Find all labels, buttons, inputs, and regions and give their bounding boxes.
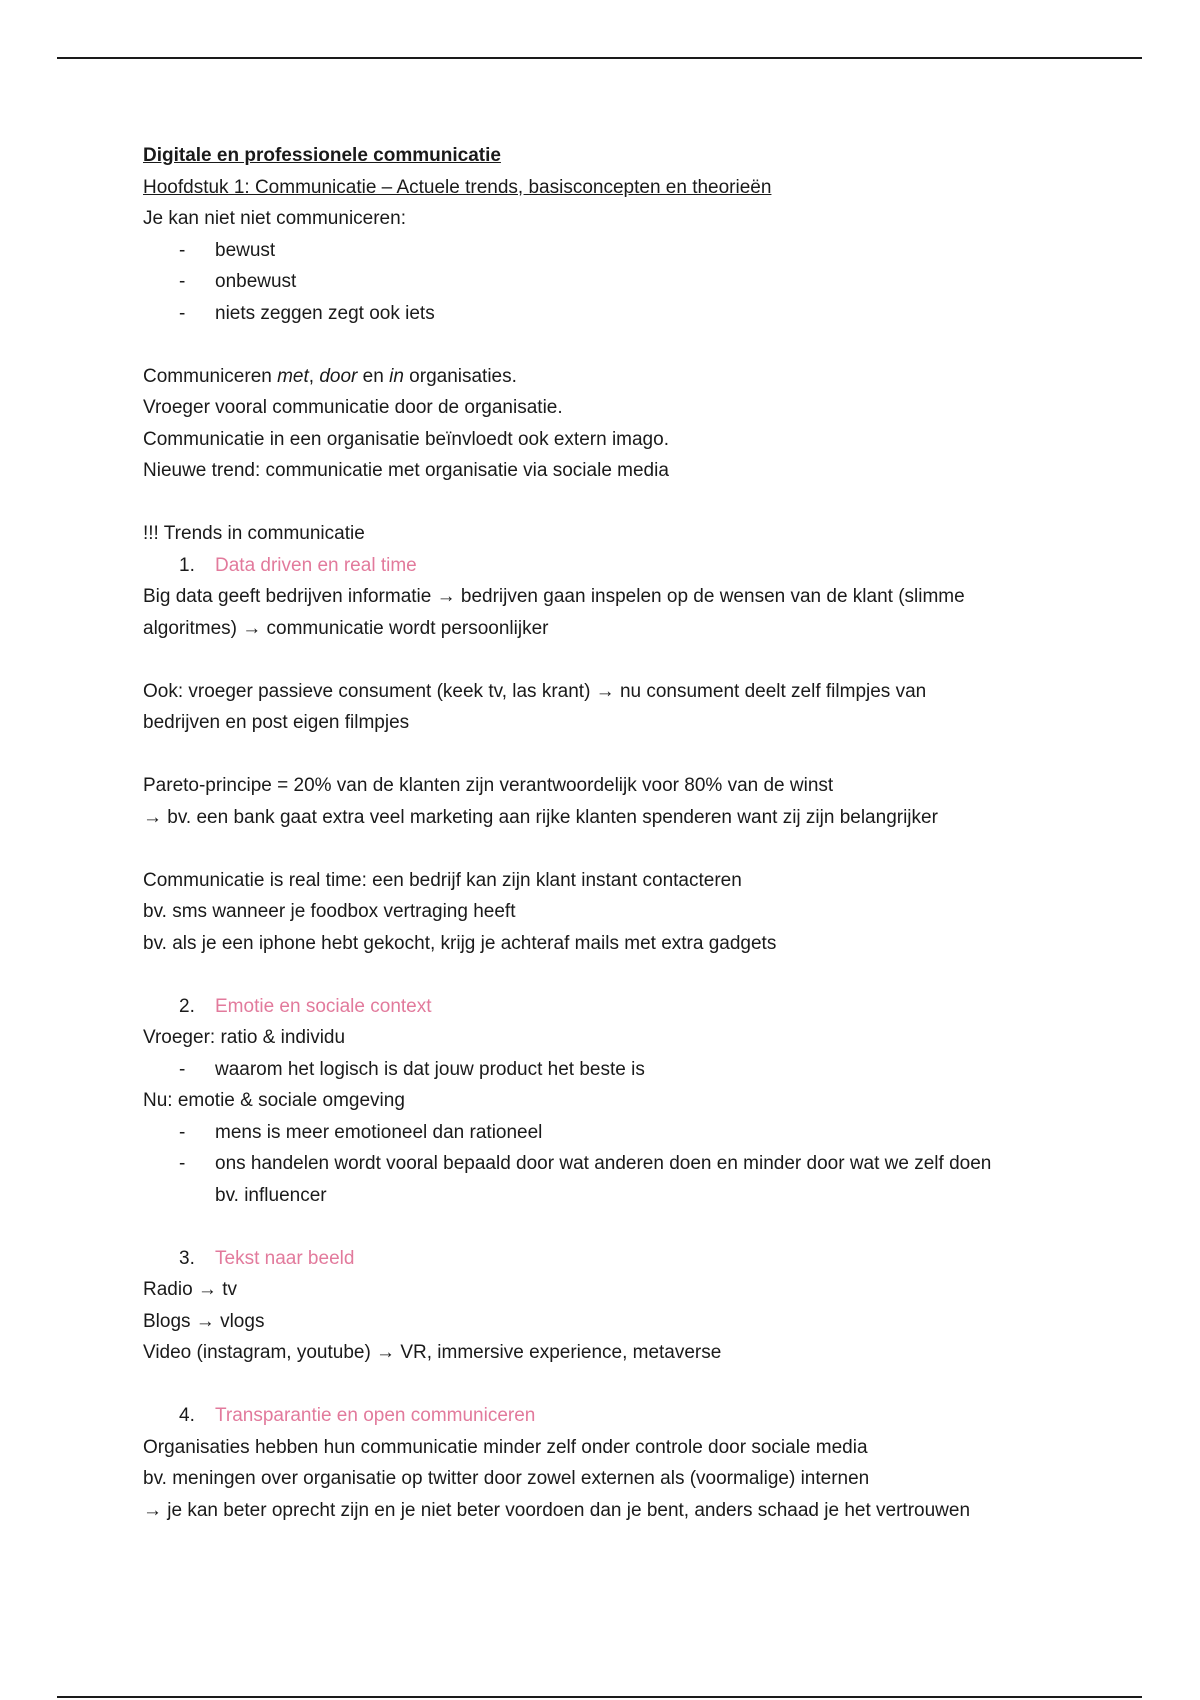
paragraph: Pareto-principe = 20% van de klanten zijn verantwoordelijk voor 80% van de winst	[143, 775, 834, 796]
trend-title: Tekst naar beeld	[215, 1247, 355, 1269]
spacer	[143, 1211, 1143, 1243]
text-run: en	[357, 365, 390, 387]
list-item-text: mens is meer emotioneel dan rationeel	[215, 1121, 543, 1143]
list-item-text: ons handelen wordt vooral bepaald door wat anderen doen en minder door wat we zelf doen	[215, 1153, 992, 1174]
text-run: organisaties.	[403, 365, 517, 387]
paragraph: → je kan beter oprecht zijn en je niet beter voordoen dan je bent, anders schaad je het vertrouwen	[143, 1499, 971, 1521]
paragraph: bv. als je een iphone hebt gekocht, krijg je achteraf mails met extra gadgets	[143, 932, 777, 954]
trend-number: 2.	[179, 995, 195, 1017]
bullet-dash: -	[179, 1121, 186, 1143]
paragraph: bedrijven en post eigen filmpjes	[143, 712, 410, 733]
text-run-italic: in	[389, 365, 404, 387]
spacer	[143, 487, 1143, 519]
paragraph: Vroeger: ratio & individu	[143, 1027, 346, 1048]
paragraph: Communicatie in een organisatie beïnvloedt ook extern imago.	[143, 428, 669, 450]
spacer	[143, 739, 1143, 771]
spacer	[143, 1369, 1143, 1401]
list-item-text: bewust	[215, 239, 276, 261]
paragraph: Big data geeft bedrijven informatie → bedrijven gaan inspelen op de wensen van de klant (slimme	[143, 586, 965, 607]
list-item-text: waarom het logisch is dat jouw product het beste is	[215, 1058, 645, 1080]
spacer	[143, 959, 1143, 991]
trend-heading-2	[143, 991, 1143, 1023]
header-rule	[57, 57, 1142, 59]
paragraph	[143, 361, 1143, 393]
paragraph: Radio → tv	[143, 1279, 237, 1300]
list-item-text: niets zeggen zegt ook iets	[215, 302, 435, 324]
text-run-italic: door	[319, 365, 358, 387]
text-run: Communiceren	[143, 365, 278, 387]
list-item	[143, 1117, 1143, 1149]
text-run: ,	[308, 365, 320, 387]
paragraph: Organisaties hebben hun communicatie minder zelf onder controle door sociale media	[143, 1436, 868, 1458]
paragraph: Video (instagram, youtube) → VR, immersive experience, metaverse	[143, 1342, 722, 1363]
list-item-text: onbewust	[215, 271, 297, 292]
trend-number: 1.	[179, 554, 195, 576]
spacer	[143, 833, 1143, 865]
chapter-heading: Hoofdstuk 1: Communicatie – Actuele trends, basisconcepten en theorieën	[143, 176, 772, 198]
paragraph: Vroeger vooral communicatie door de organisatie.	[143, 397, 563, 418]
document-body	[143, 140, 1143, 1526]
trend-heading-3	[143, 1243, 1143, 1275]
list-item	[143, 1054, 1143, 1086]
trend-number: 4.	[179, 1405, 195, 1426]
bullet-dash: -	[179, 1058, 186, 1080]
trend-title: Transparantie en open communiceren	[215, 1405, 536, 1426]
paragraph: Communicatie is real time: een bedrijf kan zijn klant instant contacteren	[143, 869, 742, 891]
spacer	[143, 644, 1143, 676]
list-item	[143, 266, 1143, 298]
list-item-continuation: bv. influencer	[215, 1184, 327, 1206]
bullet-dash: -	[179, 239, 186, 261]
text-run-italic: met	[277, 365, 309, 387]
trend-number: 3.	[179, 1247, 195, 1269]
section-heading: !!! Trends in communicatie	[143, 523, 365, 544]
paragraph: Je kan niet niet communiceren:	[143, 208, 406, 229]
paragraph: Ook: vroeger passieve consument (keek tv, las krant) → nu consument deelt zelf filmpjes van	[143, 680, 927, 702]
trend-title: Data driven en real time	[215, 554, 417, 576]
paragraph: Blogs → vlogs	[143, 1310, 265, 1332]
footer-rule	[57, 1696, 1142, 1698]
paragraph: → bv. een bank gaat extra veel marketing aan rijke klanten spenderen want zij zijn belangrijker	[143, 806, 938, 828]
paragraph: bv. meningen over organisatie op twitter door zowel externen als (voormalige) internen	[143, 1468, 870, 1489]
list-item	[143, 235, 1143, 267]
trend-title: Emotie en sociale context	[215, 995, 432, 1017]
bullet-dash: -	[179, 302, 186, 324]
bullet-dash: -	[179, 1153, 186, 1174]
paragraph: Nu: emotie & sociale omgeving	[143, 1090, 405, 1111]
list-item	[143, 298, 1143, 330]
trend-heading-1	[143, 550, 1143, 582]
paragraph: Nieuwe trend: communicatie met organisatie via sociale media	[143, 460, 669, 481]
bullet-dash: -	[179, 271, 186, 292]
document-title: Digitale en professionele communicatie	[143, 145, 501, 166]
trend-heading-4	[143, 1400, 1143, 1432]
paragraph: bv. sms wanneer je foodbox vertraging heeft	[143, 901, 516, 922]
list-item	[143, 1148, 1143, 1180]
paragraph: algoritmes) → communicatie wordt persoonlijker	[143, 617, 549, 639]
spacer	[143, 329, 1143, 361]
